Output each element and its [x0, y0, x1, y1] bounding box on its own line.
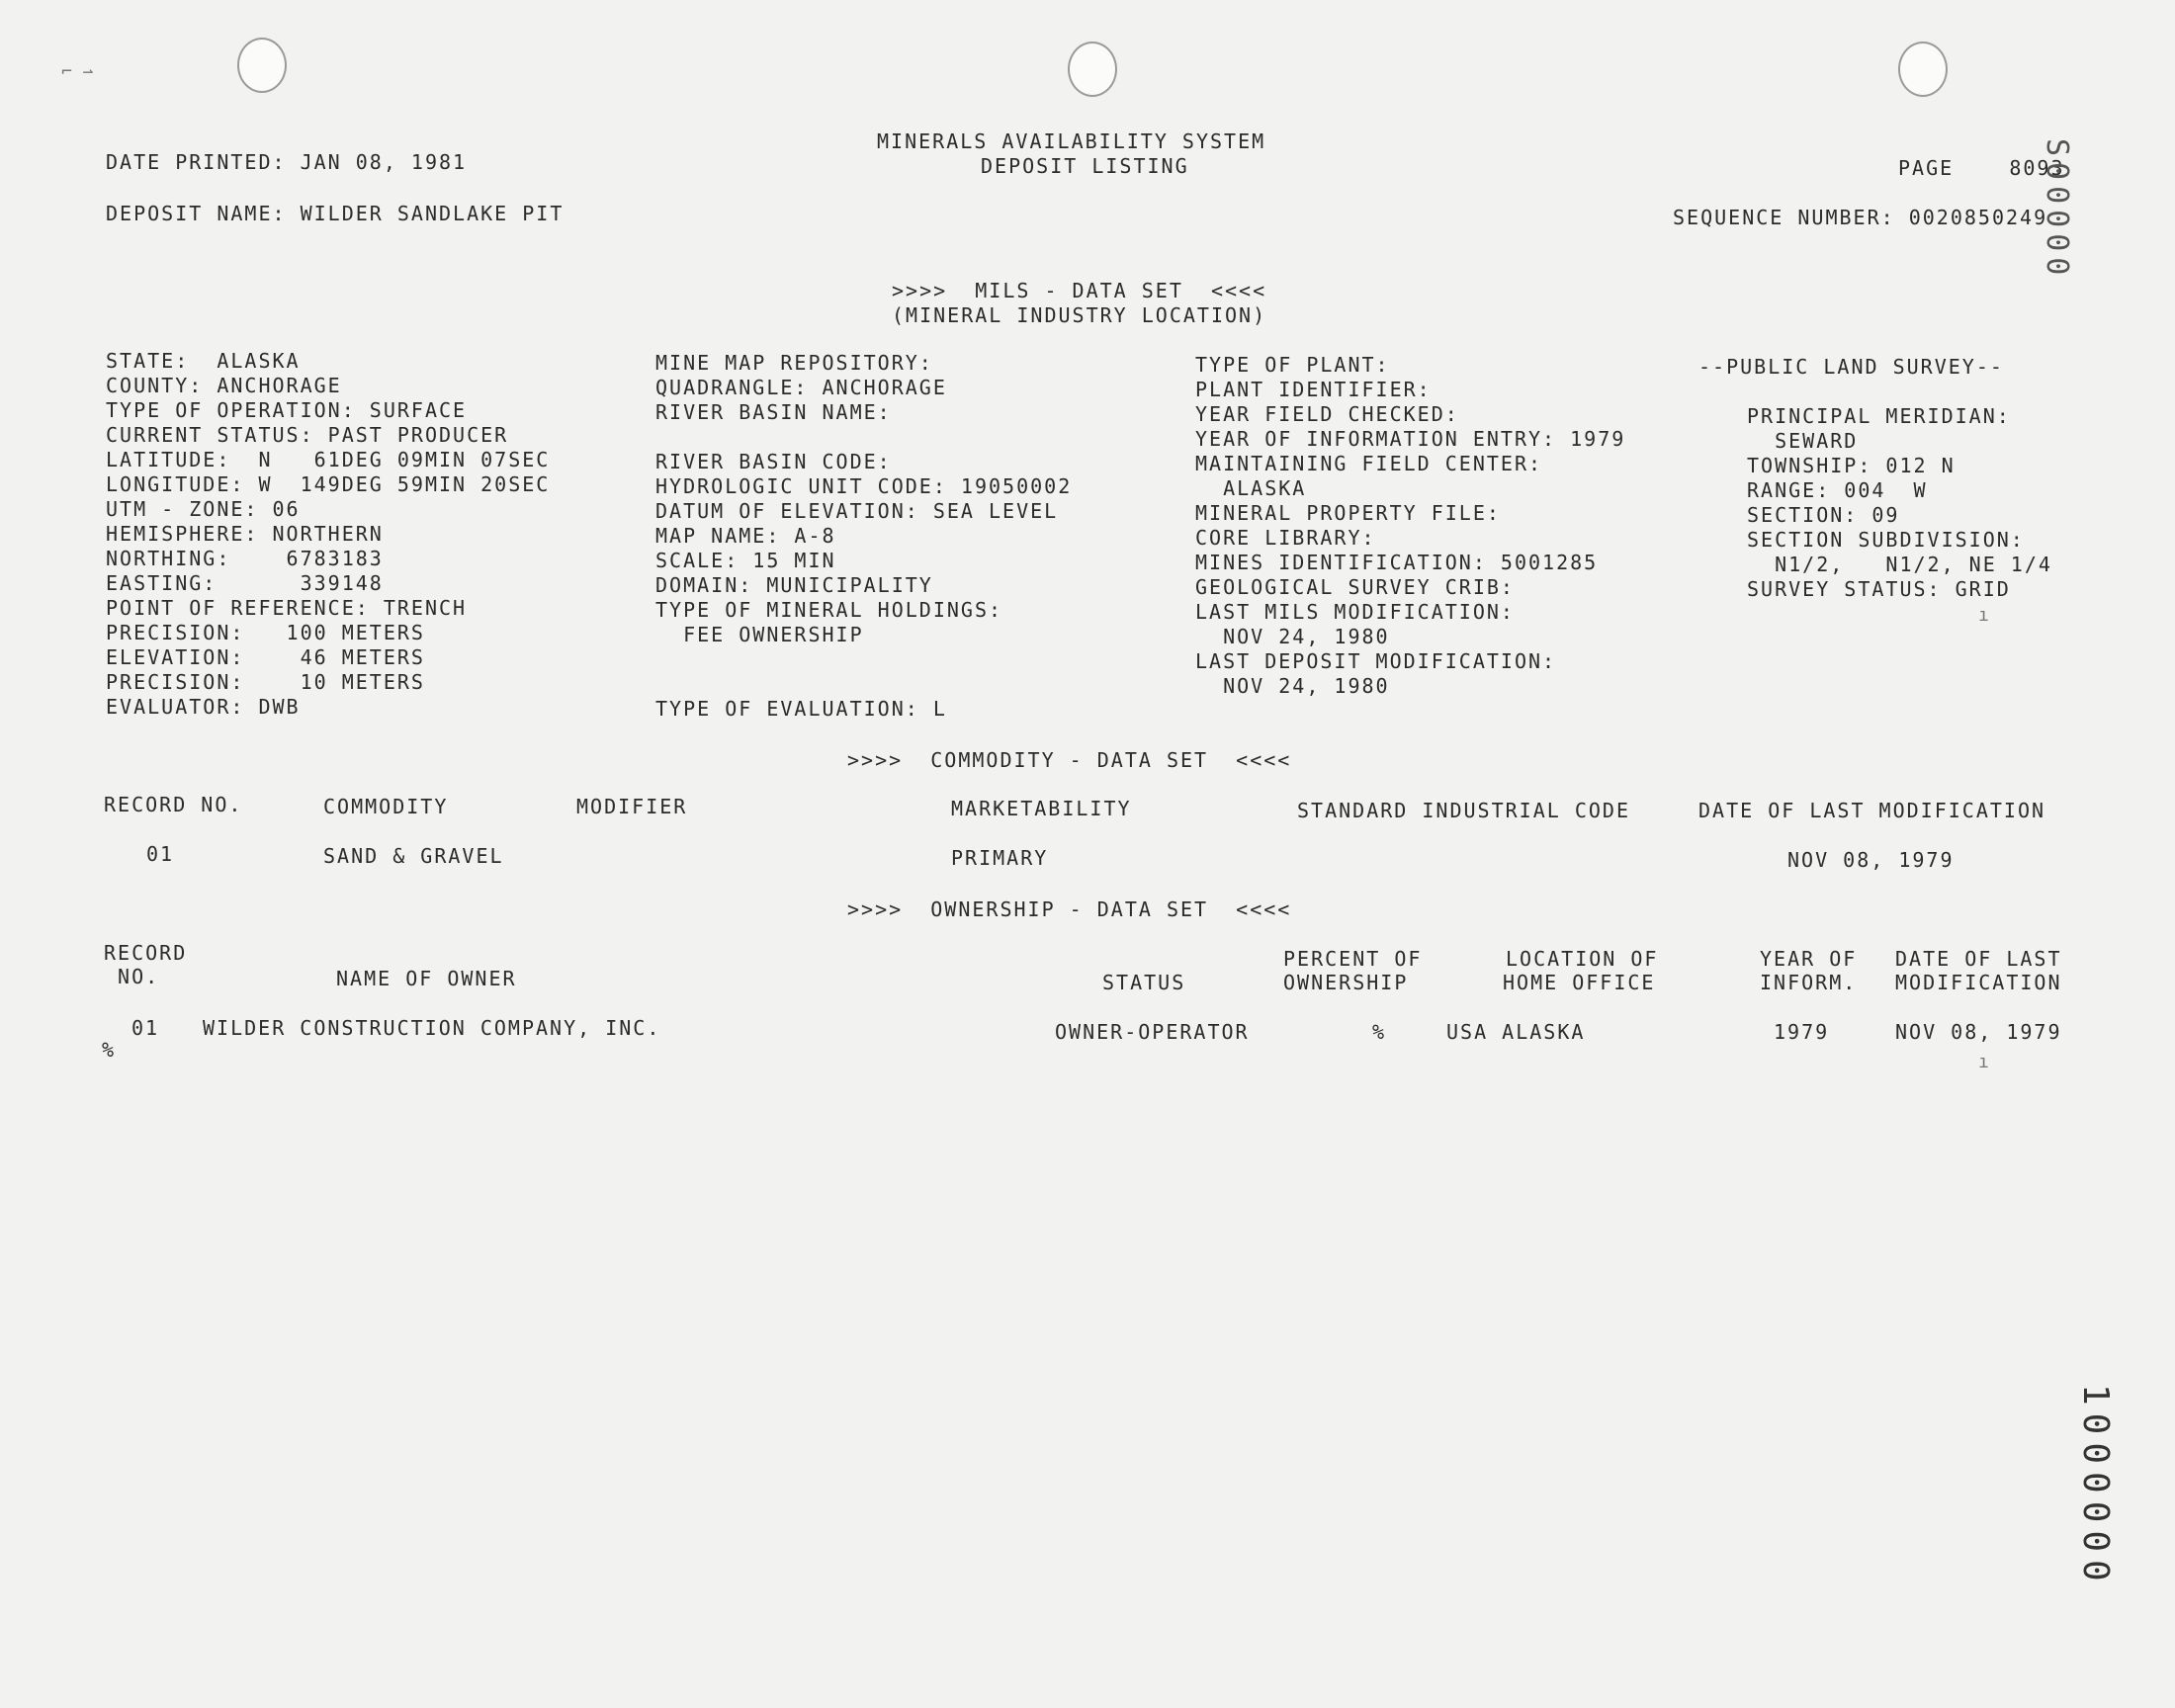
- elevation-precision-line: PRECISION: 10 METERS: [106, 670, 425, 694]
- ownership-header-date-2: MODIFICATION: [1895, 971, 2062, 994]
- year-field-checked-line: YEAR FIELD CHECKED:: [1195, 402, 1459, 426]
- section-subdivision-line: SECTION SUBDIVISION:: [1747, 528, 2025, 552]
- tick-mark: ı: [1978, 605, 1989, 626]
- mils-subtitle: (MINERAL INDUSTRY LOCATION): [892, 303, 1267, 327]
- land-survey-title: --PUBLIC LAND SURVEY--: [1698, 355, 2004, 379]
- ownership-header-percent-2: OWNERSHIP: [1283, 971, 1409, 994]
- section-subdivision-value: N1/2, N1/2, NE 1/4: [1747, 553, 2052, 576]
- punch-hole-center: [1068, 42, 1117, 97]
- domain-line: DOMAIN: MUNICIPALITY: [655, 573, 933, 597]
- owner-date: NOV 08, 1979: [1895, 1020, 2062, 1044]
- northing-line: NORTHING: 6783183: [106, 547, 384, 570]
- survey-status-line: SURVEY STATUS: GRID: [1747, 577, 2011, 601]
- ownership-title: >>>> OWNERSHIP - DATA SET <<<<: [847, 897, 1292, 921]
- range-line: RANGE: 004 W: [1747, 478, 1928, 502]
- mines-identification-line: MINES IDENTIFICATION: 5001285: [1195, 551, 1599, 574]
- stamp-top-right: S00000: [2040, 138, 2074, 282]
- year-info-entry-line: YEAR OF INFORMATION ENTRY: 1979: [1195, 427, 1626, 451]
- mineral-property-file-line: MINERAL PROPERTY FILE:: [1195, 501, 1501, 525]
- owner-status: OWNER-OPERATOR: [1055, 1020, 1250, 1044]
- date-printed: DATE PRINTED: JAN 08, 1981: [106, 150, 468, 174]
- last-deposit-mod-value: NOV 24, 1980: [1195, 674, 1390, 698]
- fee-ownership-line: FEE OWNERSHIP: [655, 623, 864, 646]
- easting-line: EASTING: 339148: [106, 571, 384, 595]
- ownership-header-percent-1: PERCENT OF: [1283, 947, 1423, 971]
- township-line: TOWNSHIP: 012 N: [1747, 454, 1956, 477]
- mine-map-repository-line: MINE MAP REPOSITORY:: [655, 351, 933, 375]
- owner-year: 1979: [1774, 1020, 1830, 1044]
- field-center-value: ALASKA: [1195, 476, 1307, 500]
- river-basin-name-line: RIVER BASIN NAME:: [655, 400, 892, 424]
- mineral-holdings-line: TYPE OF MINERAL HOLDINGS:: [655, 598, 1003, 622]
- commodity-marketability: PRIMARY: [951, 846, 1049, 870]
- sequence-number: SEQUENCE NUMBER: 0020850249: [1673, 206, 2048, 229]
- evaluator-line: EVALUATOR: DWB: [106, 695, 301, 719]
- county-line: COUNTY: ANCHORAGE: [106, 374, 342, 397]
- commodity-header-sic: STANDARD INDUSTRIAL CODE: [1297, 799, 1630, 822]
- hemisphere-line: HEMISPHERE: NORTHERN: [106, 522, 384, 546]
- elevation-line: ELEVATION: 46 METERS: [106, 645, 425, 669]
- ownership-header-record-1: RECORD: [104, 941, 188, 965]
- system-title: MINERALS AVAILABILITY SYSTEM: [877, 129, 1266, 153]
- principal-meridian-value: SEWARD: [1747, 429, 1859, 453]
- commodity-header-modifier: MODIFIER: [576, 795, 688, 818]
- operation-type-line: TYPE OF OPERATION: SURFACE: [106, 398, 468, 422]
- page-number: PAGE 8093: [1898, 156, 2065, 180]
- listing-title: DEPOSIT LISTING: [981, 154, 1189, 178]
- latitude-line: LATITUDE: N 61DEG 09MIN 07SEC: [106, 448, 551, 471]
- scale-line: SCALE: 15 MIN: [655, 549, 836, 572]
- tick-mark: ı: [1978, 1052, 1989, 1072]
- commodity-header-date-last-mod: DATE OF LAST MODIFICATION: [1698, 799, 2046, 822]
- ownership-header-location-1: LOCATION OF: [1506, 947, 1659, 971]
- commodity-header-record-no: RECORD NO.: [104, 793, 243, 816]
- longitude-line: LONGITUDE: W 149DEG 59MIN 20SEC: [106, 472, 551, 496]
- ownership-record-no: 01: [131, 1016, 160, 1040]
- evaluation-type-line: TYPE OF EVALUATION: L: [655, 697, 947, 721]
- state-line: STATE: ALASKA: [106, 349, 301, 373]
- current-status-line: CURRENT STATUS: PAST PRODUCER: [106, 423, 509, 447]
- field-center-line: MAINTAINING FIELD CENTER:: [1195, 452, 1543, 475]
- punch-hole-right: [1898, 42, 1948, 97]
- ownership-header-year-2: INFORM.: [1760, 971, 1858, 994]
- river-basin-code-line: RIVER BASIN CODE:: [655, 450, 892, 473]
- last-mils-mod-value: NOV 24, 1980: [1195, 625, 1390, 648]
- pencil-scribble: ⌐ ⇀: [61, 61, 94, 82]
- commodity-title: >>>> COMMODITY - DATA SET <<<<: [847, 748, 1292, 772]
- utm-zone-line: UTM - ZONE: 06: [106, 497, 301, 521]
- hydrologic-unit-code-line: HYDROLOGIC UNIT CODE: 19050002: [655, 474, 1073, 498]
- deposit-name: DEPOSIT NAME: WILDER SANDLAKE PIT: [106, 202, 565, 225]
- plant-type-line: TYPE OF PLANT:: [1195, 353, 1390, 377]
- mils-title: >>>> MILS - DATA SET <<<<: [892, 279, 1267, 302]
- punch-hole-left: [237, 38, 287, 93]
- datum-of-elevation-line: DATUM OF ELEVATION: SEA LEVEL: [655, 499, 1059, 523]
- owner-name: WILDER CONSTRUCTION COMPANY, INC.: [203, 1016, 661, 1040]
- ownership-header-year-1: YEAR OF: [1760, 947, 1858, 971]
- plant-identifier-line: PLANT IDENTIFIER:: [1195, 378, 1432, 401]
- owner-location: USA ALASKA: [1446, 1020, 1586, 1044]
- reference-point-line: POINT OF REFERENCE: TRENCH: [106, 596, 468, 620]
- ownership-header-date-1: DATE OF LAST: [1895, 947, 2062, 971]
- precision-line: PRECISION: 100 METERS: [106, 621, 425, 644]
- stamp-bottom-right: 1000000: [2075, 1384, 2116, 1589]
- last-mils-mod-line: LAST MILS MODIFICATION:: [1195, 600, 1515, 624]
- commodity-date-last-mod: NOV 08, 1979: [1787, 848, 1955, 872]
- core-library-line: CORE LIBRARY:: [1195, 526, 1376, 550]
- section-line: SECTION: 09: [1747, 503, 1900, 527]
- commodity-header-marketability: MARKETABILITY: [951, 797, 1132, 820]
- commodity-name: SAND & GRAVEL: [323, 844, 504, 868]
- commodity-record-no: 01: [146, 842, 175, 866]
- ownership-footer-mark: %: [102, 1038, 117, 1062]
- survey-crib-line: GEOLOGICAL SURVEY CRIB:: [1195, 575, 1515, 599]
- quadrangle-line: QUADRANGLE: ANCHORAGE: [655, 376, 947, 399]
- ownership-header-status: STATUS: [1102, 971, 1186, 994]
- owner-percent: %: [1372, 1020, 1387, 1044]
- ownership-header-location-2: HOME OFFICE: [1503, 971, 1656, 994]
- ownership-header-name: NAME OF OWNER: [336, 967, 517, 990]
- map-name-line: MAP NAME: A-8: [655, 524, 836, 548]
- ownership-header-record-2: NO.: [104, 965, 160, 988]
- last-deposit-mod-line: LAST DEPOSIT MODIFICATION:: [1195, 649, 1557, 673]
- principal-meridian-line: PRINCIPAL MERIDIAN:: [1747, 404, 2011, 428]
- commodity-header-commodity: COMMODITY: [323, 795, 449, 818]
